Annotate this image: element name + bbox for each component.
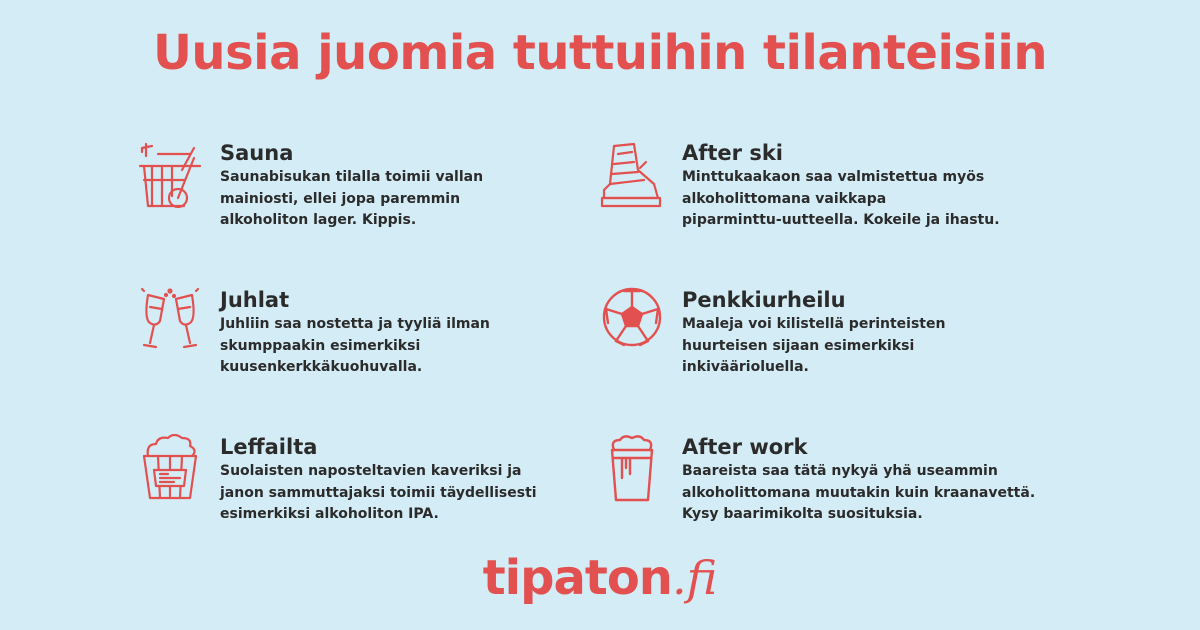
logo-wordmark: tipaton	[482, 550, 672, 606]
item-after-work	[600, 434, 1100, 544]
item-heading: After work	[682, 435, 808, 459]
logo-domain: .fi	[671, 551, 718, 605]
item-heading: Leffailta	[220, 435, 318, 459]
sauna-bucket-icon	[138, 140, 202, 210]
item-heading: Penkkiurheilu	[682, 288, 846, 312]
item-description: Minttukaakaon saa valmistettua myös alkoholittomana vaikkapa piparminttu-uutteella. Kokeile ja ihastu.	[682, 169, 1000, 228]
ski-boot-icon	[600, 140, 664, 210]
item-leffailta	[138, 434, 638, 544]
beer-glass-icon	[600, 434, 664, 504]
item-after-ski	[600, 140, 1100, 250]
champagne-glasses-icon	[138, 287, 202, 357]
item-sauna	[138, 140, 638, 250]
item-heading: After ski	[682, 141, 784, 165]
item-description: Suolaisten naposteltavien kaveriksi ja janon sammuttajaksi toimii täydellisesti esimerkiksi alkoholiton IPA.	[220, 463, 537, 522]
tipaton-logo	[0, 546, 1200, 621]
football-icon	[600, 287, 664, 357]
item-description: Maaleja voi kilistellä perinteisten huurteisen sijaan esimerkiksi inkiväärioluella.	[682, 316, 946, 375]
item-juhlat	[138, 287, 638, 397]
item-description: Baareista saa tätä nykyä yhä useammin alkoholittomana muutakin kuin kraanavettä. Kysy baarimikolta suosituksia.	[682, 463, 1036, 522]
item-heading: Juhlat	[220, 288, 290, 312]
item-penkkiurheilu	[600, 287, 1100, 397]
popcorn-icon	[138, 434, 202, 504]
item-description: Saunabisukan tilalla toimii vallan mainiosti, ellei jopa paremmin alkoholiton lager. Kippis.	[220, 169, 484, 228]
page-title: Uusia juomia tuttuihin tilanteisiin	[152, 25, 1048, 81]
item-heading: Sauna	[220, 141, 294, 165]
item-description: Juhliin saa nostetta ja tyyliä ilman skumppaakin esimerkiksi kuusenkerkkäkuohuvalla.	[220, 316, 490, 375]
